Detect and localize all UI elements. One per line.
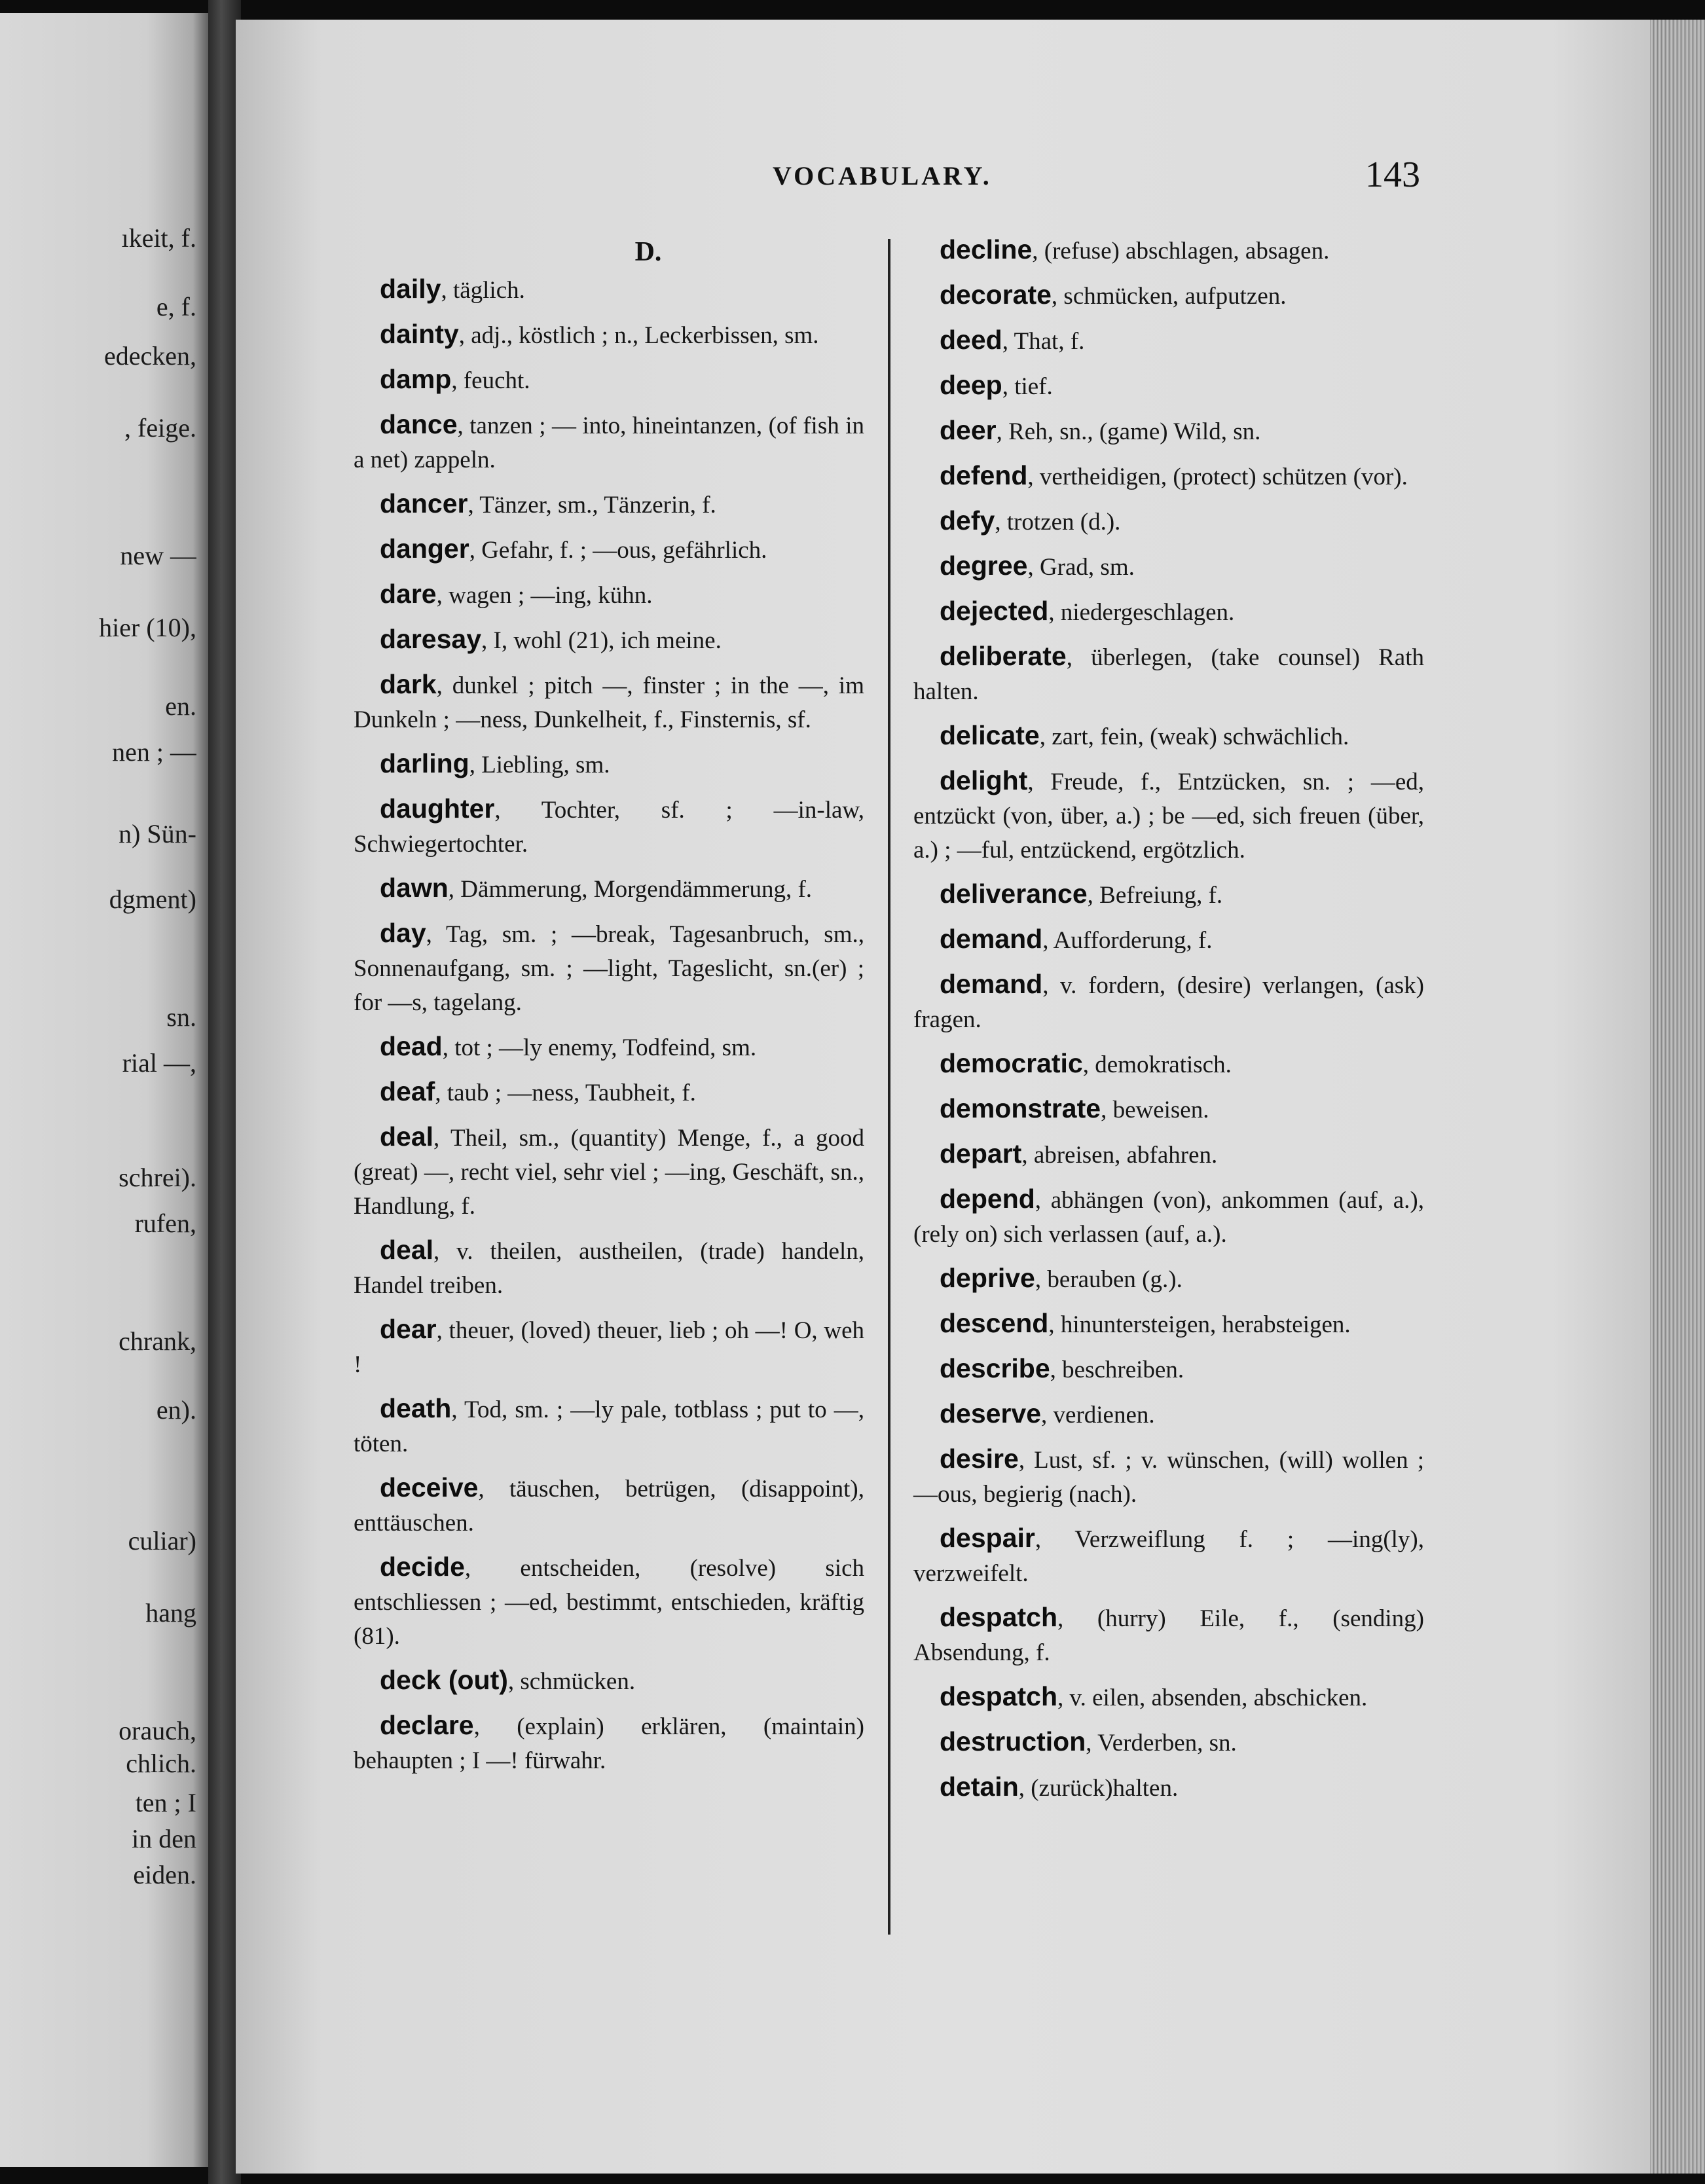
entry-list-left (354, 272, 864, 1778)
previous-page-line: nen ; — (112, 737, 196, 767)
vocabulary-entry (354, 1074, 864, 1110)
definition: , demokratisch. (1082, 1051, 1232, 1078)
headword: dejected (940, 596, 1049, 626)
vocabulary-entry (354, 317, 864, 353)
headword: deserve (940, 1398, 1042, 1429)
definition: , entscheiden, (resolve) sich entschliessen ; —ed, bestimmt, entschieden, kräftig (81). (354, 1555, 864, 1650)
headword: deliverance (940, 879, 1088, 909)
definition: , täglich. (441, 277, 525, 304)
definition: , Grad, sm. (1027, 554, 1135, 581)
vocabulary-entry (354, 1663, 864, 1699)
headword: darling (380, 748, 469, 778)
definition: , wagen ; —ing, kühn. (436, 582, 653, 609)
definition: , tief. (1002, 373, 1053, 400)
vocabulary-entry (354, 532, 864, 568)
headword: desire (940, 1444, 1019, 1474)
running-head: VOCABULARY. (773, 161, 992, 191)
vocabulary-column-right (913, 232, 1424, 1815)
definition: , v. theilen, austheilen, (trade) handeln, Handel treiben. (354, 1238, 864, 1299)
definition: , hinuntersteigen, herabsteigen. (1048, 1311, 1351, 1338)
headword: dance (380, 409, 458, 439)
vocabulary-entry (913, 323, 1424, 359)
vocabulary-entry (913, 1724, 1424, 1760)
vocabulary-entry (913, 639, 1424, 709)
vocabulary-entry (354, 486, 864, 522)
headword: demonstrate (940, 1093, 1101, 1123)
definition: , tot ; —ly enemy, Todfeind, sm. (442, 1034, 757, 1061)
previous-page-line: rial —, (122, 1048, 196, 1078)
definition: , dunkel ; pitch —, finster ; in the —, im Dunkeln ; —ness, Dunkelheit, f., Finsternis, sf. (354, 672, 864, 733)
definition: , schmücken, aufputzen. (1051, 283, 1287, 310)
headword: decorate (940, 280, 1052, 310)
headword: depart (940, 1138, 1022, 1169)
vocabulary-column-left (354, 232, 864, 1787)
definition: , trotzen (d.). (995, 509, 1121, 536)
definition: , adj., köstlich ; n., Leckerbissen, sm. (458, 322, 819, 349)
vocabulary-entry (913, 967, 1424, 1037)
vocabulary-entry (913, 594, 1424, 630)
definition: , abreisen, abfahren. (1021, 1142, 1218, 1169)
headword: deed (940, 325, 1002, 355)
definition: , tanzen ; — into, hineintanzen, (of fish in a net) zappeln. (354, 412, 864, 473)
definition: , beweisen. (1101, 1097, 1209, 1123)
vocabulary-entry (354, 362, 864, 398)
headword: death (380, 1393, 452, 1423)
vocabulary-entry (913, 413, 1424, 449)
vocabulary-entry (913, 1600, 1424, 1670)
headword: demand (940, 924, 1043, 954)
vocabulary-entry (913, 458, 1424, 494)
vocabulary-entry (354, 1233, 864, 1303)
definition: , vertheidigen, (protect) schützen (vor). (1027, 464, 1408, 490)
vocabulary-entry (913, 922, 1424, 958)
definition: , v. eilen, absenden, abschicken. (1057, 1684, 1368, 1711)
vocabulary-entry (913, 232, 1424, 268)
vocabulary-entry (913, 1306, 1424, 1342)
headword: degree (940, 551, 1028, 581)
definition: , Lust, sf. ; v. wünschen, (will) wollen ; —ous, begierig (nach). (913, 1447, 1424, 1508)
headword: dark (380, 669, 437, 699)
headword: democratic (940, 1048, 1083, 1078)
previous-page-line: ten ; I (135, 1788, 196, 1817)
headword: descend (940, 1308, 1049, 1338)
headword: day (380, 918, 426, 948)
definition: , niedergeschlagen. (1048, 599, 1235, 626)
vocabulary-entry (913, 877, 1424, 913)
vocabulary-entry (913, 1396, 1424, 1432)
headword: delight (940, 765, 1028, 795)
vocabulary-entry (913, 1521, 1424, 1591)
definition: , verdienen. (1041, 1402, 1155, 1429)
vocabulary-entry (354, 667, 864, 737)
vocabulary-entry (354, 1470, 864, 1540)
headword: delicate (940, 720, 1040, 750)
definition: , feucht. (451, 367, 530, 394)
headword: deaf (380, 1076, 435, 1106)
vocabulary-entry (354, 1708, 864, 1778)
definition: , Verzweiflung f. ; —ing(ly), verzweifelt. (913, 1526, 1424, 1587)
definition: , v. fordern, (desire) verlangen, (ask) fragen. (913, 972, 1424, 1033)
previous-page-line: edecken, (103, 341, 196, 371)
definition: , Befreiung, f. (1087, 882, 1223, 909)
headword: daily (380, 274, 441, 304)
previous-page-line: rufen, (134, 1209, 196, 1238)
definition: , Tag, sm. ; —break, Tagesanbruch, sm., Sonnenaufgang, sm. ; —light, Tageslicht, sn.(er) ; for —s, tagelang. (354, 921, 864, 1016)
vocabulary-entry (354, 272, 864, 308)
definition: , I, wohl (21), ich meine. (481, 627, 722, 654)
headword: danger (380, 534, 469, 564)
definition: , theuer, (loved) theuer, lieb ; oh —! O, weh ! (354, 1317, 864, 1378)
vocabulary-entry (913, 1091, 1424, 1127)
headword: defy (940, 505, 995, 536)
vocabulary-entry (913, 503, 1424, 539)
vocabulary-entry (354, 1550, 864, 1654)
definition: , Dämmerung, Morgendämmerung, f. (448, 876, 813, 903)
vocabulary-entry (354, 746, 864, 782)
headword: decide (380, 1552, 465, 1582)
headword: deliberate (940, 641, 1067, 671)
headword: deer (940, 415, 997, 445)
vocabulary-entry (913, 1442, 1424, 1512)
vocabulary-entry (354, 871, 864, 907)
previous-page-line: culiar) (128, 1526, 196, 1556)
headword: daresay (380, 624, 482, 654)
definition: , beschreiben. (1050, 1356, 1184, 1383)
headword: dead (380, 1031, 443, 1061)
headword: defend (940, 460, 1028, 490)
headword: dancer (380, 488, 468, 519)
headword: destruction (940, 1726, 1086, 1756)
previous-page-line: ıkeit, f. (121, 223, 196, 253)
headword: deep (940, 370, 1002, 400)
headword: depend (940, 1184, 1035, 1214)
previous-page-line: orauch, (119, 1716, 196, 1745)
previous-page-fragment (0, 13, 210, 2167)
headword: dainty (380, 319, 459, 349)
definition: , (explain) erklären, (maintain) behaupten ; I —! fürwahr. (354, 1713, 864, 1774)
headword: daughter (380, 793, 495, 824)
entry-list-right (913, 232, 1424, 1806)
definition: , Gefahr, f. ; —ous, gefährlich. (469, 537, 767, 564)
vocabulary-entry (913, 718, 1424, 754)
headword: dawn (380, 873, 449, 903)
headword: despatch (940, 1681, 1057, 1711)
vocabulary-entry (354, 916, 864, 1020)
definition: , zart, fein, (weak) schwächlich. (1039, 723, 1349, 750)
headword: detain (940, 1772, 1019, 1802)
definition: , Aufforderung, f. (1042, 927, 1213, 954)
previous-page-line: in den (132, 1824, 196, 1853)
previous-page-line: hang (145, 1598, 196, 1628)
previous-page-line: eiden. (133, 1860, 196, 1889)
definition: , überlegen, (take counsel) Rath halten. (913, 644, 1424, 705)
definition: , (hurry) Eile, f., (sending) Absendung, f. (913, 1605, 1424, 1666)
definition: , Freude, f., Entzücken, sn. ; —ed, entzückt (von, über, a.) ; be —ed, sich freuen (über, a.) ; —ful, entzückend, ergötzlich. (913, 769, 1424, 864)
headword: declare (380, 1710, 474, 1740)
definition: , abhängen (von), ankommen (auf, a.), (rely on) sich verlassen (auf, a.). (913, 1187, 1424, 1248)
headword: describe (940, 1353, 1050, 1383)
vocabulary-entry (913, 763, 1424, 867)
page-number: 143 (1365, 155, 1420, 195)
previous-page-line: chrank, (119, 1326, 196, 1356)
vocabulary-entry (913, 278, 1424, 314)
vocabulary-entry (913, 1351, 1424, 1387)
vocabulary-entry (354, 1119, 864, 1224)
definition: , berauben (g.). (1035, 1266, 1182, 1293)
definition: , taub ; —ness, Taubheit, f. (435, 1080, 696, 1106)
vocabulary-entry (354, 622, 864, 658)
previous-page-line: hier (10), (99, 613, 196, 642)
vocabulary-entry (354, 577, 864, 613)
previous-page-line: , feige. (124, 413, 196, 443)
vocabulary-entry (913, 368, 1424, 404)
headword: deck (out) (380, 1665, 508, 1695)
page-edges (1650, 20, 1705, 2174)
definition: , täuschen, betrügen, (disappoint), enttäuschen. (354, 1476, 864, 1537)
definition: , Tochter, sf. ; —in-law, Schwiegertochter. (354, 797, 864, 858)
definition: , Verderben, sn. (1086, 1730, 1237, 1756)
vocabulary-entry (354, 1391, 864, 1461)
section-letter: D. (634, 237, 662, 267)
previous-page-line: new — (120, 541, 196, 570)
headword: deal (380, 1121, 434, 1152)
vocabulary-entry (354, 407, 864, 477)
vocabulary-entry (913, 1046, 1424, 1082)
headword: deprive (940, 1263, 1035, 1293)
headword: dare (380, 579, 437, 609)
vocabulary-entry (913, 1182, 1424, 1252)
definition: , (refuse) abschlagen, absagen. (1032, 238, 1330, 264)
definition: , Tänzer, sm., Tänzerin, f. (468, 492, 716, 519)
previous-page-line: e, f. (156, 292, 196, 321)
headword: dear (380, 1314, 437, 1344)
definition: , (zurück)halten. (1018, 1775, 1179, 1802)
previous-page-line: en). (156, 1395, 196, 1425)
definition: , Tod, sm. ; —ly pale, totblass ; put to —, töten. (354, 1396, 864, 1457)
headword: deceive (380, 1472, 479, 1502)
previous-page-line: n) Sün- (119, 819, 196, 848)
definition: , schmücken. (507, 1668, 636, 1695)
definition: , Theil, sm., (quantity) Menge, f., a good (great) —, recht viel, sehr viel ; —ing, Geschäft, sn., Handlung, f. (354, 1125, 864, 1220)
definition: , Reh, sn., (game) Wild, sn. (996, 418, 1261, 445)
vocabulary-entry (354, 792, 864, 862)
vocabulary-entry (913, 1770, 1424, 1806)
previous-page-line: chlich. (126, 1749, 196, 1778)
vocabulary-entry (913, 1261, 1424, 1297)
previous-page-line: en. (165, 691, 196, 721)
headword: despatch (940, 1602, 1057, 1632)
headword: decline (940, 234, 1033, 264)
vocabulary-entry (354, 1029, 864, 1065)
headword: demand (940, 969, 1043, 999)
definition: , That, f. (1002, 328, 1085, 355)
previous-page-line: dgment) (109, 884, 196, 914)
vocabulary-entry (913, 1679, 1424, 1715)
vocabulary-entry (913, 549, 1424, 585)
headword: damp (380, 364, 452, 394)
column-divider (888, 239, 890, 1935)
headword: despair (940, 1523, 1035, 1553)
previous-page-line: sn. (166, 1002, 196, 1032)
headword: deal (380, 1235, 434, 1265)
vocabulary-entry (913, 1137, 1424, 1173)
vocabulary-entry (354, 1312, 864, 1382)
previous-page-line: schrei). (119, 1163, 196, 1192)
definition: , Liebling, sm. (469, 752, 610, 778)
